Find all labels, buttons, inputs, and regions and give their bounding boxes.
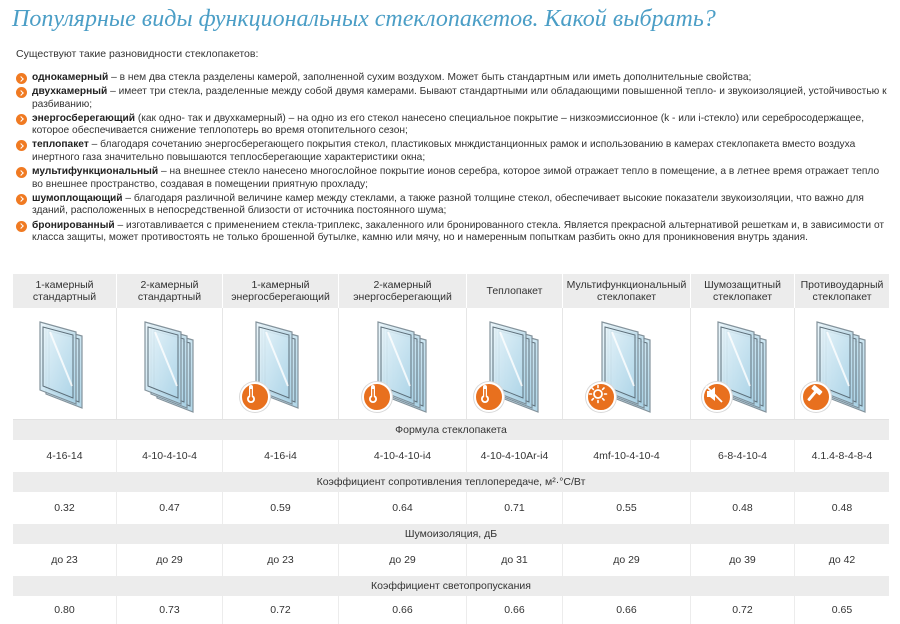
table-header-row (13, 274, 889, 308)
window-section-icon (125, 314, 215, 414)
section-title-formula: Формула стеклопакета (13, 420, 889, 440)
column-header: 1-камерный стандартный (13, 274, 117, 308)
term: двухкамерный (32, 86, 108, 98)
table-cell: 4-10-4-10Ar-i4 (467, 440, 563, 472)
hammer-icon (801, 382, 831, 412)
column-header: Шумозащитный стеклопакет (691, 274, 795, 308)
window-section-icon (698, 314, 788, 414)
list-item (16, 193, 888, 218)
description: – благодаря сочетанию энергосберегающего покрытия стекол, пластиковых мнждистанционных рамок и использованию в камерах стеклопакета вместо воздуха инертного газа значительно повышаются теплосберегающие характеристики окна; (32, 139, 856, 164)
table-cell: до 29 (563, 544, 691, 576)
column-header: Мультифункциональный стеклопакет (563, 274, 691, 308)
table-cell: до 31 (467, 544, 563, 576)
table-cell: 0.55 (563, 492, 691, 524)
list-item (16, 220, 888, 245)
section-title-heat-resistance: Коэффициент сопротивления теплопередаче, м²·°С/Вт (13, 472, 889, 492)
description: – благодаря различной величине камер между стеклами, а также разной толщине стекол, обеспечивает высокие показатели звукоизоляции, что важно для зданий, расположенных в непосредственной близости от источника постоянного шума; (32, 192, 864, 217)
types-list (16, 72, 888, 246)
thermometer-icon (474, 382, 504, 412)
column-header: 2-камерный энергосберегающий (339, 274, 467, 308)
chevron-right-icon (16, 114, 27, 125)
window-section-icon (358, 314, 448, 414)
table-cell: 4-10-4-10-i4 (339, 440, 467, 472)
table-cell: 0.59 (223, 492, 339, 524)
sun-icon (586, 382, 616, 412)
table-cell: до 29 (339, 544, 467, 576)
mute-speaker-icon (702, 382, 732, 412)
thermometer-icon (240, 382, 270, 412)
table-cell: до 23 (13, 544, 117, 576)
table-cell: до 39 (691, 544, 795, 576)
table-cell: 4-10-4-10-4 (117, 440, 223, 472)
chevron-right-icon (16, 87, 27, 98)
list-item (16, 113, 888, 138)
term: бронированный (32, 219, 115, 231)
description: – имеет три стекла, разделенные между собой двумя камерами. Бывают стандартными или обладающими повышенной тепло- и звукоизоляцией, устойчивостью к разбиванию; (32, 86, 887, 110)
list-item (16, 72, 888, 85)
description: – изготавливается с применением стекла-триплекс, закаленного или бронированного стекла. Является прекрасной альтернативой решеткам и, в зависимости от класса защиты, может противостоять не только брошенной бутылке, камню или мячу, но и намеренным попыткам разбить окно для проникновения внутрь здания. (32, 219, 885, 244)
table-cell: 0.71 (467, 492, 563, 524)
chevron-right-icon (16, 221, 27, 232)
term: теплопакет (32, 139, 89, 151)
table-cell: 0.47 (117, 492, 223, 524)
table-cell: 0.66 (339, 596, 467, 624)
window-section-icon (797, 314, 887, 414)
term: шумоплощающий (32, 192, 123, 204)
list-item (16, 86, 888, 111)
table-cell: 0.64 (339, 492, 467, 524)
term: мультифункциональный (32, 166, 159, 178)
term: однокамерный (32, 72, 109, 83)
term: энергосберегающий (32, 112, 135, 124)
window-section-icon (236, 314, 326, 414)
description: – на внешнее стекло нанесено многослойное покрытие ионов серебра, которое зимой отражает тепло в помещение, а в летнее время отражает тепло во внешнее пространство, создавая в помещении приятную прохладу; (32, 166, 880, 190)
column-header: Теплопакет (467, 274, 563, 308)
table-cell: 6-8-4-10-4 (691, 440, 795, 472)
table-cell: до 42 (828, 554, 856, 566)
table-cell: 0.72 (223, 596, 339, 624)
table-cell: 0.66 (467, 596, 563, 624)
table-cell: 0.32 (13, 492, 117, 524)
column-header: 2-камерный стандартный (117, 274, 223, 308)
table-cell: 0.73 (117, 596, 223, 624)
column-header: 1-камерный энергосберегающий (223, 274, 339, 308)
section-title-noise: Шумоизоляция, дБ (13, 524, 889, 544)
table-cell: 4mf-10-4-10-4 (563, 440, 691, 472)
table-cell: 0.80 (13, 596, 117, 624)
table-cell: 0.48 (691, 492, 795, 524)
table-cell: 4.1.4-8-4-8-4 (811, 450, 873, 462)
page-title: Популярные виды функциональных стеклопакетов. Какой выбрать? (12, 6, 716, 32)
thermometer-icon (362, 382, 392, 412)
table-row (13, 440, 889, 472)
list-item (16, 166, 888, 191)
window-image-row (13, 308, 889, 420)
table-row (13, 596, 889, 624)
table-row (13, 492, 889, 524)
intro-text: Существуют такие разновидности стеклопакетов: (16, 48, 259, 60)
table-cell: 4-16-14 (13, 440, 117, 472)
comparison-table (13, 274, 889, 624)
chevron-right-icon (16, 73, 27, 84)
chevron-right-icon (16, 140, 27, 151)
table-cell: до 23 (223, 544, 339, 576)
window-section-icon (470, 314, 560, 414)
description: (как одно- так и двухкамерный) – на одно из его стекол нанесено специальное покрытие – низкоэмиссионное (k - или i-стекло) или серебросодержащее, которое обеспечивается снижение теплопотерь во время отопительного сезон; (32, 112, 865, 137)
window-section-icon (20, 314, 110, 414)
window-section-icon (582, 314, 672, 414)
table-cell: 0.65 (831, 604, 853, 616)
list-item (16, 139, 888, 164)
chevron-right-icon (16, 167, 27, 178)
table-row (13, 544, 889, 576)
table-cell: 0.72 (691, 596, 795, 624)
column-header: Противоударный стеклопакет (800, 279, 884, 303)
table-cell: 0.48 (831, 502, 853, 514)
chevron-right-icon (16, 194, 27, 205)
description: – в нем два стекла разделены камерой, заполненной сухим воздухом. Может быть стандартным или иметь дополнительные свойства; (108, 72, 752, 83)
table-cell: до 29 (117, 544, 223, 576)
table-cell: 4-16-i4 (223, 440, 339, 472)
section-title-light: Коэффициент светопропускания (13, 576, 889, 596)
table-cell: 0.66 (563, 596, 691, 624)
